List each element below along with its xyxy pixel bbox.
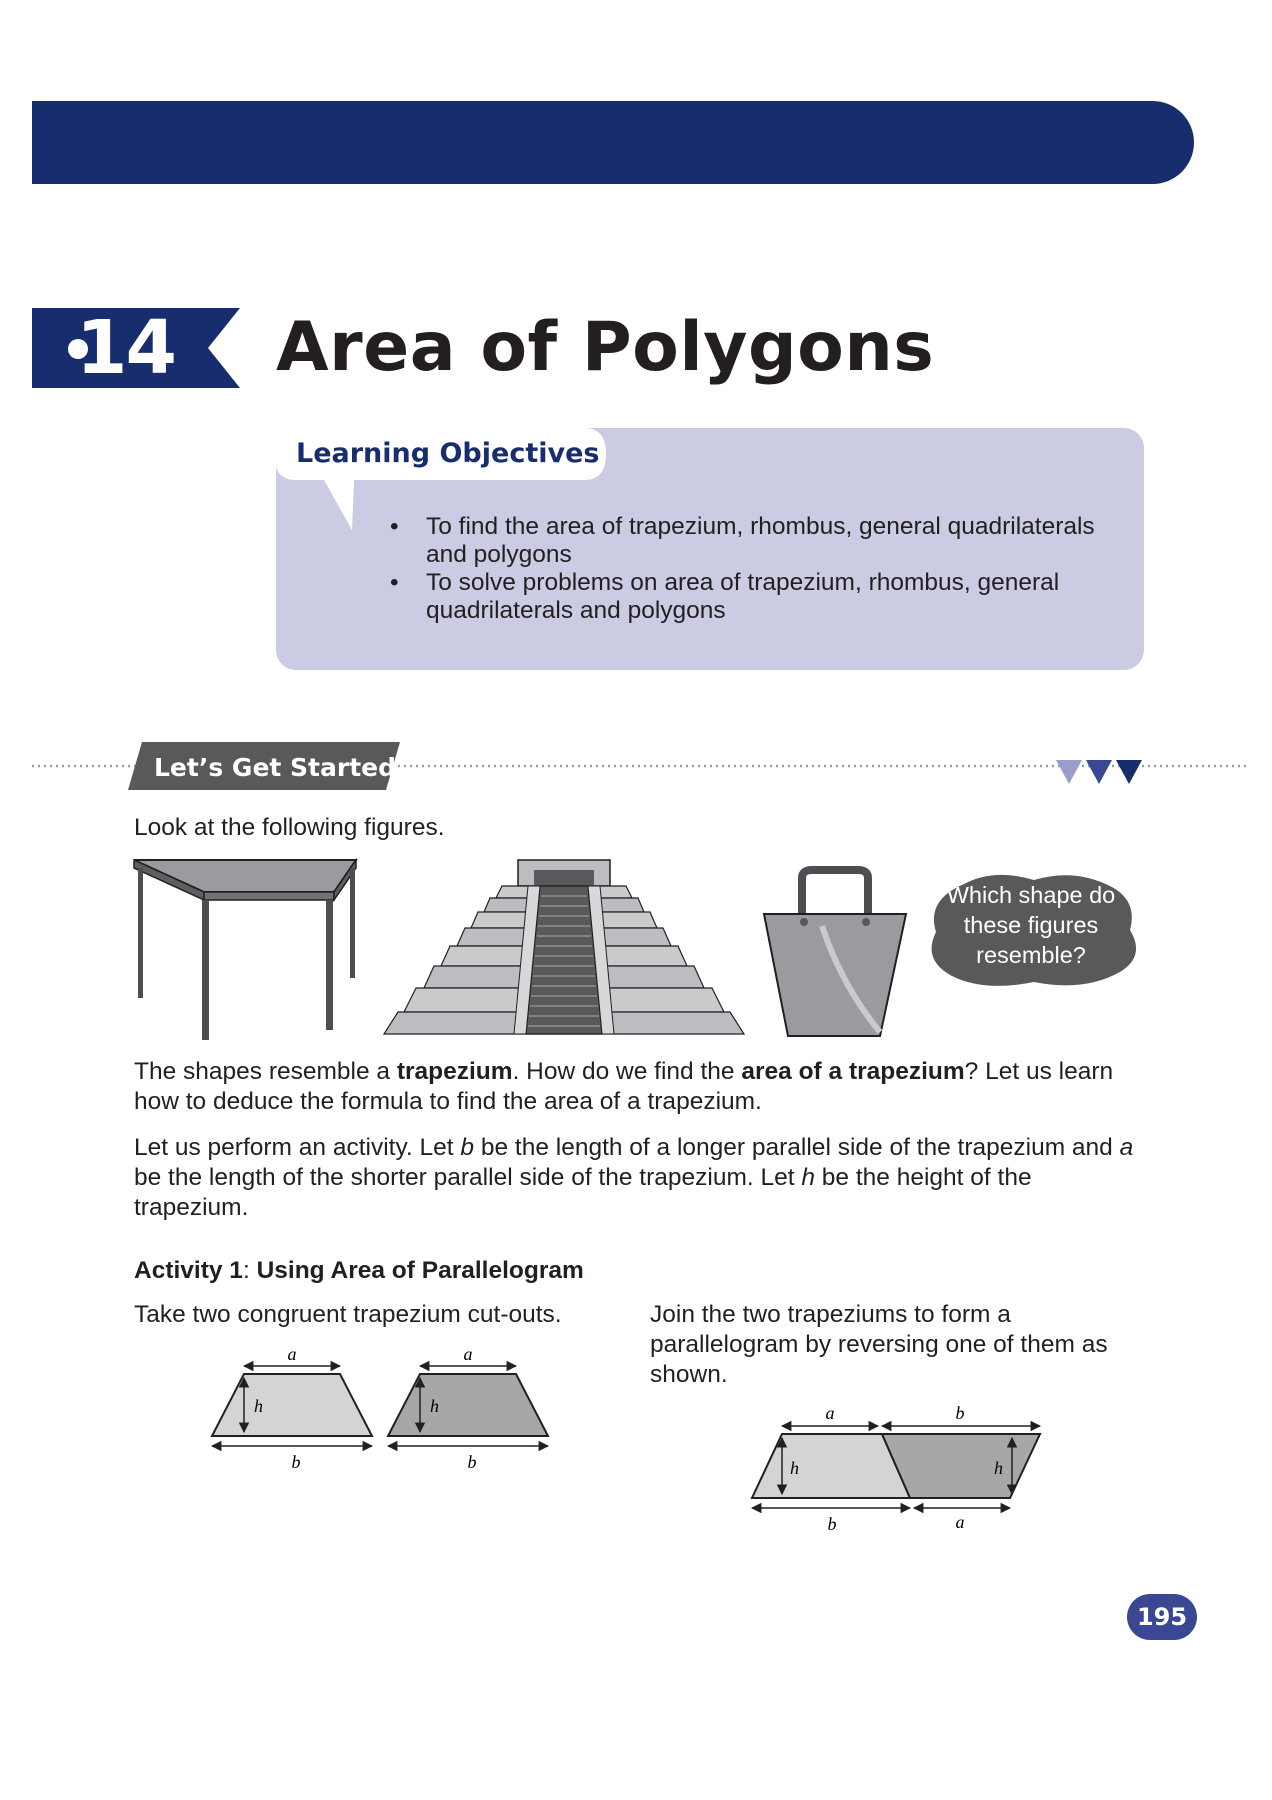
parallelogram-diagram	[748, 1400, 1048, 1540]
objectives-heading: Learning Objectives	[296, 438, 600, 469]
term-area-of-trapezium: area of a trapezium	[741, 1058, 965, 1085]
term-trapezium: trapezium	[396, 1058, 513, 1085]
bag-illustration-icon	[762, 866, 908, 1038]
intro-text: Look at the following figures.	[134, 814, 445, 841]
page-number: 195	[1136, 1603, 1188, 1631]
triangle-decoration-icon	[1086, 760, 1112, 784]
triangle-decoration-icon	[1116, 760, 1142, 784]
activity-step-left: Take two congruent trapezium cut-outs.	[134, 1301, 562, 1328]
pyramid-illustration-icon	[374, 856, 754, 1036]
label-a: a	[955, 1512, 965, 1532]
objectives-list	[390, 513, 1130, 625]
label-h: h	[994, 1458, 1003, 1478]
top-banner	[32, 101, 1194, 184]
chapter-title: Area of Polygons	[276, 308, 935, 387]
chapter-number: 14	[76, 305, 175, 391]
label-h: h	[430, 1396, 439, 1416]
triangle-decoration-icon	[1056, 760, 1082, 784]
paragraph-trapezium-intro: The shapes resemble a trapezium. How do we find the area of a trapezium? Let us learn how to deduce the formula to find the area of a trapezium.	[134, 1058, 1114, 1115]
congruent-trapeziums-diagram	[204, 1340, 564, 1476]
cloud-question-text: Which shape do these figures resemble?	[946, 882, 1116, 968]
label-h: h	[254, 1396, 263, 1416]
activity-title: Activity 1: Using Area of Parallelogram	[134, 1257, 584, 1284]
activity-step-right: Join the two trapeziums to form a parallelogram by reversing one of them as shown.	[650, 1301, 1108, 1388]
label-a: a	[825, 1403, 835, 1423]
label-b: b	[291, 1452, 301, 1472]
section-label: Let’s Get Started	[154, 753, 397, 782]
label-b: b	[955, 1403, 965, 1423]
table-illustration-icon	[130, 856, 360, 1042]
label-b: b	[827, 1514, 837, 1534]
paragraph-activity-setup: Let us perform an activity. Let b be the length of a longer parallel side of the trapezium and a be the length of the shorter parallel side of the trapezium. Let h be the height of the trapezium.	[134, 1134, 1134, 1221]
objective-item: • To solve problems on area of trapezium, rhombus, general quadrilaterals and polygons	[390, 569, 1130, 625]
label-h: h	[790, 1458, 799, 1478]
label-b: b	[467, 1452, 477, 1472]
objective-item: • To find the area of trapezium, rhombus, general quadrilaterals and polygons	[390, 513, 1130, 569]
label-a: a	[463, 1344, 473, 1364]
label-a: a	[287, 1344, 297, 1364]
